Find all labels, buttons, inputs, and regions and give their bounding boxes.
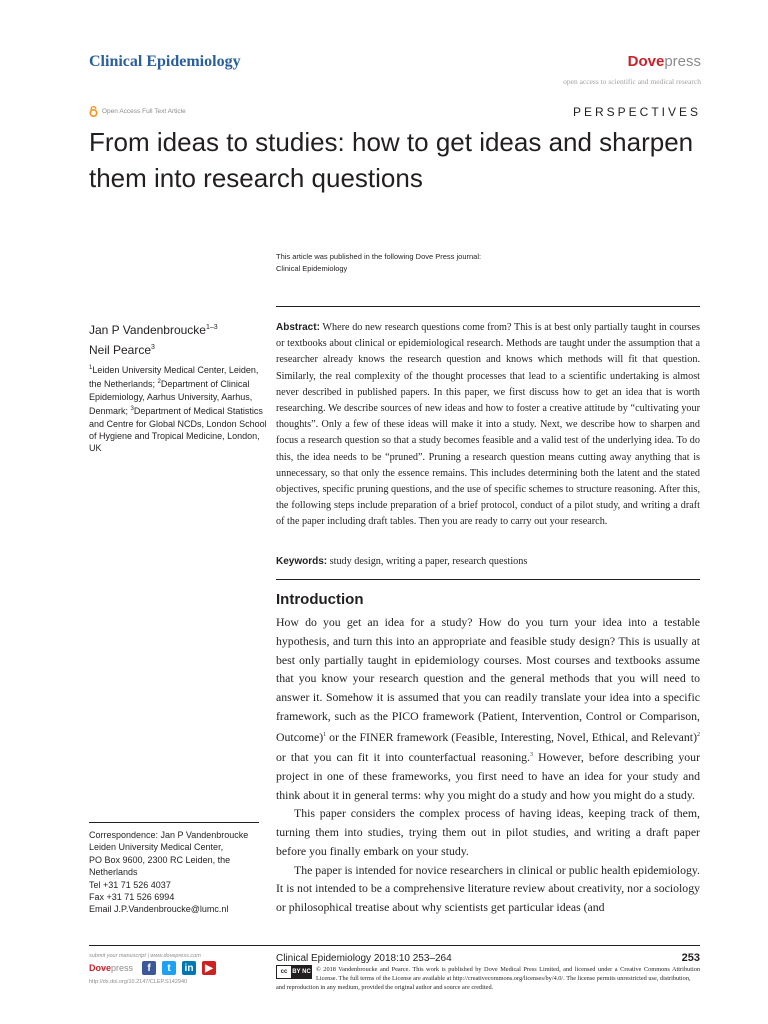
divider — [89, 945, 700, 946]
cc-by-nc-label: BY NC — [292, 966, 311, 978]
article-title: From ideas to studies: how to get ideas and sharpen them into research questions — [89, 127, 694, 193]
facebook-icon[interactable]: f — [142, 961, 156, 975]
footer-publisher-logo[interactable]: Dovepress — [89, 963, 134, 973]
twitter-icon[interactable]: t — [162, 961, 176, 975]
open-access-text: Open Access Full Text Article — [102, 108, 186, 115]
open-access-lock-icon — [89, 106, 98, 117]
submit-manuscript-link[interactable]: submit your manuscript | www.dovepress.com — [89, 953, 201, 959]
section-heading: Introduction — [276, 591, 364, 608]
keywords — [276, 556, 700, 567]
license-text: © 2018 Vandenbroucke and Pearce. This work is published by Dove Medical Press Limited, and licensed under a Creative Commons Attribution License. The full terms of the License are available at http://creativecommons.org/licenses/by/4.0/. The license permits unrestricted use, distribution, — [316, 966, 700, 982]
author-list — [89, 319, 218, 359]
publisher-logo-grey: press — [664, 53, 701, 70]
author[interactable]: Jan P Vandenbroucke$^{1-3}$ — [89, 323, 218, 337]
abstract-label: Abstract: — [276, 322, 320, 333]
reference-3[interactable]: 3 — [530, 752, 534, 759]
publication-note-journal[interactable]: Clinical Epidemiology — [276, 264, 348, 273]
page-number: 253 — [681, 952, 700, 964]
abstract-text: Where do new research questions come from? This is at best only partially taught in courses or textbooks about clinical or epidemiological research. Methods are taught under the assumption that a researcher already knows the research question and knows which methods will fit that question. Similarly, the real complexity of the thought processes that lead to a scientific undertaking is almost never described in published papers. In this paper, we first discuss how to get an idea that is worth researching. We describe sources of new ideas and how to foster a creative attitude by “cultivating your thoughts”. Only a few of these ideas will make it into a study. Next, we describe how to sharpen and focus a research question so that a study becomes feasible and a valid test of the underlying idea. To do this, the idea needs to be “pruned”. Pruning a research question means cutting away anything that is unnecessary, so that only the essence remains. This includes determining both the latent and the stated objectives, specific pruning questions, and the use of specific schemes to structure reasoning. After this, the following steps include preparation of a brief protocol, conduct of a pilot study, and writing a draft of the paper including draft tables. Then you are ready to carry out your research. — [276, 322, 700, 528]
publisher-logo-red: Dove — [627, 53, 665, 70]
publication-note — [276, 251, 481, 275]
publisher-tagline: open access to scientific and medical research — [563, 77, 701, 86]
open-access-label — [89, 106, 186, 117]
youtube-icon[interactable]: ▶ — [202, 961, 216, 975]
social-links — [142, 961, 216, 975]
keywords-label: Keywords: — [276, 556, 328, 567]
doi-link[interactable]: http://dx.doi.org/10.2147/CLEP.S142940 — [89, 979, 188, 985]
paragraph: The paper is intended for novice researchers in clinical or public health epidemiology. It is not intended to be a comprehensive literature review about creativity, nor a sociology or philosophical treatise about why scientists get particular ideas (and — [276, 862, 700, 915]
citation: Clinical Epidemiology 2018:10 253–264 — [276, 953, 452, 964]
journal-name[interactable]: Clinical Epidemiology — [89, 53, 241, 70]
divider — [89, 822, 259, 823]
body-text — [276, 613, 700, 917]
paragraph: How do you get an idea for a study? How do you turn your idea into a testable hypothesis, and turn this into an appropriate and feasible study design? This is usually at best only partially taught in epidemiology courses. Most courses and textbooks assume that you know your research question and the general methods that you will need to answer it. Somehow it is assumed that you can readily translate your idea into a specific framework, such as the PICO framework (Patient, Intervention, Control or Comparison, Outcome)$^1$ or the FINER framework (Feasible, Interesting, Novel, Ethical, and Relevant)$^2$ or that you can fit it into counterfactual reasoning.$^3$ However, before describing your project in one of these frameworks, you first need to have an idea for your study and think about it in general terms: why you might do a study and how you might do a study. — [276, 615, 700, 802]
divider — [276, 306, 700, 307]
cc-icon: cc — [277, 966, 292, 978]
publisher-logo[interactable] — [628, 53, 701, 70]
linkedin-icon[interactable]: in — [182, 961, 196, 975]
reference-1[interactable]: 1 — [323, 731, 327, 738]
divider — [276, 579, 700, 580]
correspondence-email[interactable]: Email J.P.Vandenbroucke@lumc.nl — [89, 904, 229, 915]
keywords-text: study design, writing a paper, research questions — [329, 556, 528, 567]
affiliations: $^1$Leiden University Medical Center, Leiden, the Netherlands; $^2$Department of Clinical Epidemiology, Aarhus University, Aarhus, Denmark; $^3$Department of Medical Statistics and Centre for Global NCDs, London School of Hygiene and Tropical Medicine, London, UK — [89, 365, 267, 454]
creative-commons-badge[interactable] — [276, 965, 312, 979]
license-text: and reproduction in any medium, provided the original author and source are credited. — [276, 984, 494, 991]
author[interactable]: Neil Pearce$^3$ — [89, 343, 155, 357]
correspondence: Correspondence: Jan P Vandenbroucke Leiden University Medical Center, PO Box 9600, 2300 RC Leiden, the Netherlands Tel +31 71 526 4037 Fax +31 71 526 6994 Email J.P.Vandenbroucke@lumc.nl — [89, 829, 269, 916]
publication-note-line: This article was published in the following Dove Press journal: — [276, 252, 482, 261]
abstract — [276, 320, 700, 531]
section-label: PERSPECTIVES — [572, 105, 701, 119]
reference-2[interactable]: 2 — [697, 731, 700, 738]
paragraph: This paper considers the complex process of having ideas, keeping track of them, turning them into studies, trying them out in pilot studies, and writing a draft paper before you finally embark on your study. — [276, 806, 700, 858]
